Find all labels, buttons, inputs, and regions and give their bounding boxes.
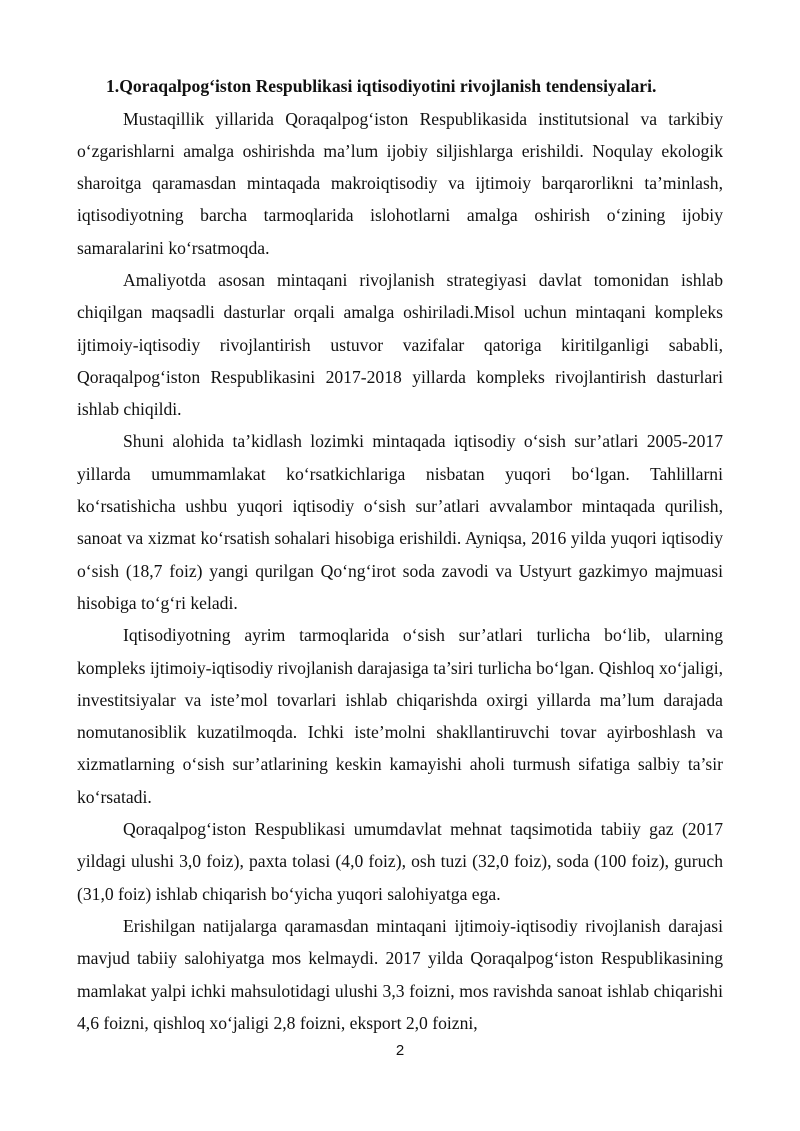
paragraph-5: Qoraqalpog‘iston Respublikasi umumdavlat mehnat taqsimotida tabiiy gaz (2017 yildagi ulushi 3,0 foiz), paxta tolasi (4,0 foiz), osh tuzi (32,0 foiz), soda (100 foiz), guruch (31,0 foiz) ishlab chiqarish bo‘yicha yuqori salohiyatga ega. — [77, 819, 723, 904]
paragraph-1: Mustaqillik yillarida Qoraqalpog‘iston Respublikasida institutsional va tarkibiy o‘zgarishlarni amalga oshirishda ma’lum ijobiy siljishlarga erishildi. Noqulay ekologik sharoitga qaramasdan mintaqada makroiqtisodiy va ijtimoiy barqarorlikni ta’minlash, iqtisodiyotning barcha tarmoqlarida islohotlarni amalga oshirish o‘zining ijobiy samaralarini ko‘rsatmoqda. — [77, 108, 723, 258]
paragraph-4: Iqtisodiyotning ayrim tarmoqlarida o‘sish sur’atlari turlicha bo‘lib, ularning kompleks ijtimoiy-iqtisodiy rivojlanish darajasiga ta’siri turlicha bo‘lgan. Qishloq xo‘jaligi, investitsiyalar va iste’mol tovarlari ishlab chiqarishda oxirgi yillarda ma’lum darajada nomutanosiblik kuzatilmoqda. Ichki iste’molni shakllantiruvchi tovar ayirboshlash va xizmatlarning o‘sish sur’atlarining keskin kamayishi aholi turmush sifatiga salbiy ta’sir ko‘rsatadi. — [77, 625, 723, 807]
section-heading: 1.Qoraqalpog‘iston Respublikasi iqtisodiyotini rivojlanish tendensiyalari. — [106, 76, 657, 96]
paragraph-3: Shuni alohida ta’kidlash lozimki mintaqada iqtisodiy o‘sish sur’atlari 2005-2017 yillarda umummamlakat ko‘rsatkichlariga nisbatan yuqori bo‘lgan. Tahlillarni ko‘rsatishicha ushbu yuqori iqtisodiy o‘sish sur’atlari avvalambor mintaqada qurilish, sanoat va xizmat ko‘rsatish sohalari hisobiga erishildi. Ayniqsa, 2016 yilda yuqori iqtisodiy o‘sish (18,7 foiz) yangi qurilgan Qo‘ng‘irot soda zavodi va Ustyurt gazkimyo majmuasi hisobiga to‘g‘ri keladi. — [77, 431, 723, 613]
document-page — [77, 70, 723, 1039]
paragraph-6: Erishilgan natijalarga qaramasdan mintaqani ijtimoiy-iqtisodiy rivojlanish darajasi mavjud tabiiy salohiyatga mos kelmaydi. 2017 yilda Qoraqalpog‘iston Respublikasining mamlakat yalpi ichki mahsulotidagi ulushi 3,3 foizni, mos ravishda sanoat ishlab chiqarishi 4,6 foizni, qishloq xo‘jaligi 2,8 foizni, eksport 2,0 foizni, — [77, 915, 723, 1033]
paragraph-2: Amaliyotda asosan mintaqani rivojlanish strategiyasi davlat tomonidan ishlab chiqilgan maqsadli dasturlar orqali amalga oshiriladi.Misol uchun mintaqani kompleks ijtimoiy-iqtisodiy rivojlantirish ustuvor vazifalar qatoriga kiritilganligi sababli, Qoraqalpog‘iston Respublikasini 2017-2018 yillarda kompleks rivojlantirish dasturlari ishlab chiqildi. — [77, 269, 723, 420]
page-number: 2 — [395, 1042, 405, 1059]
